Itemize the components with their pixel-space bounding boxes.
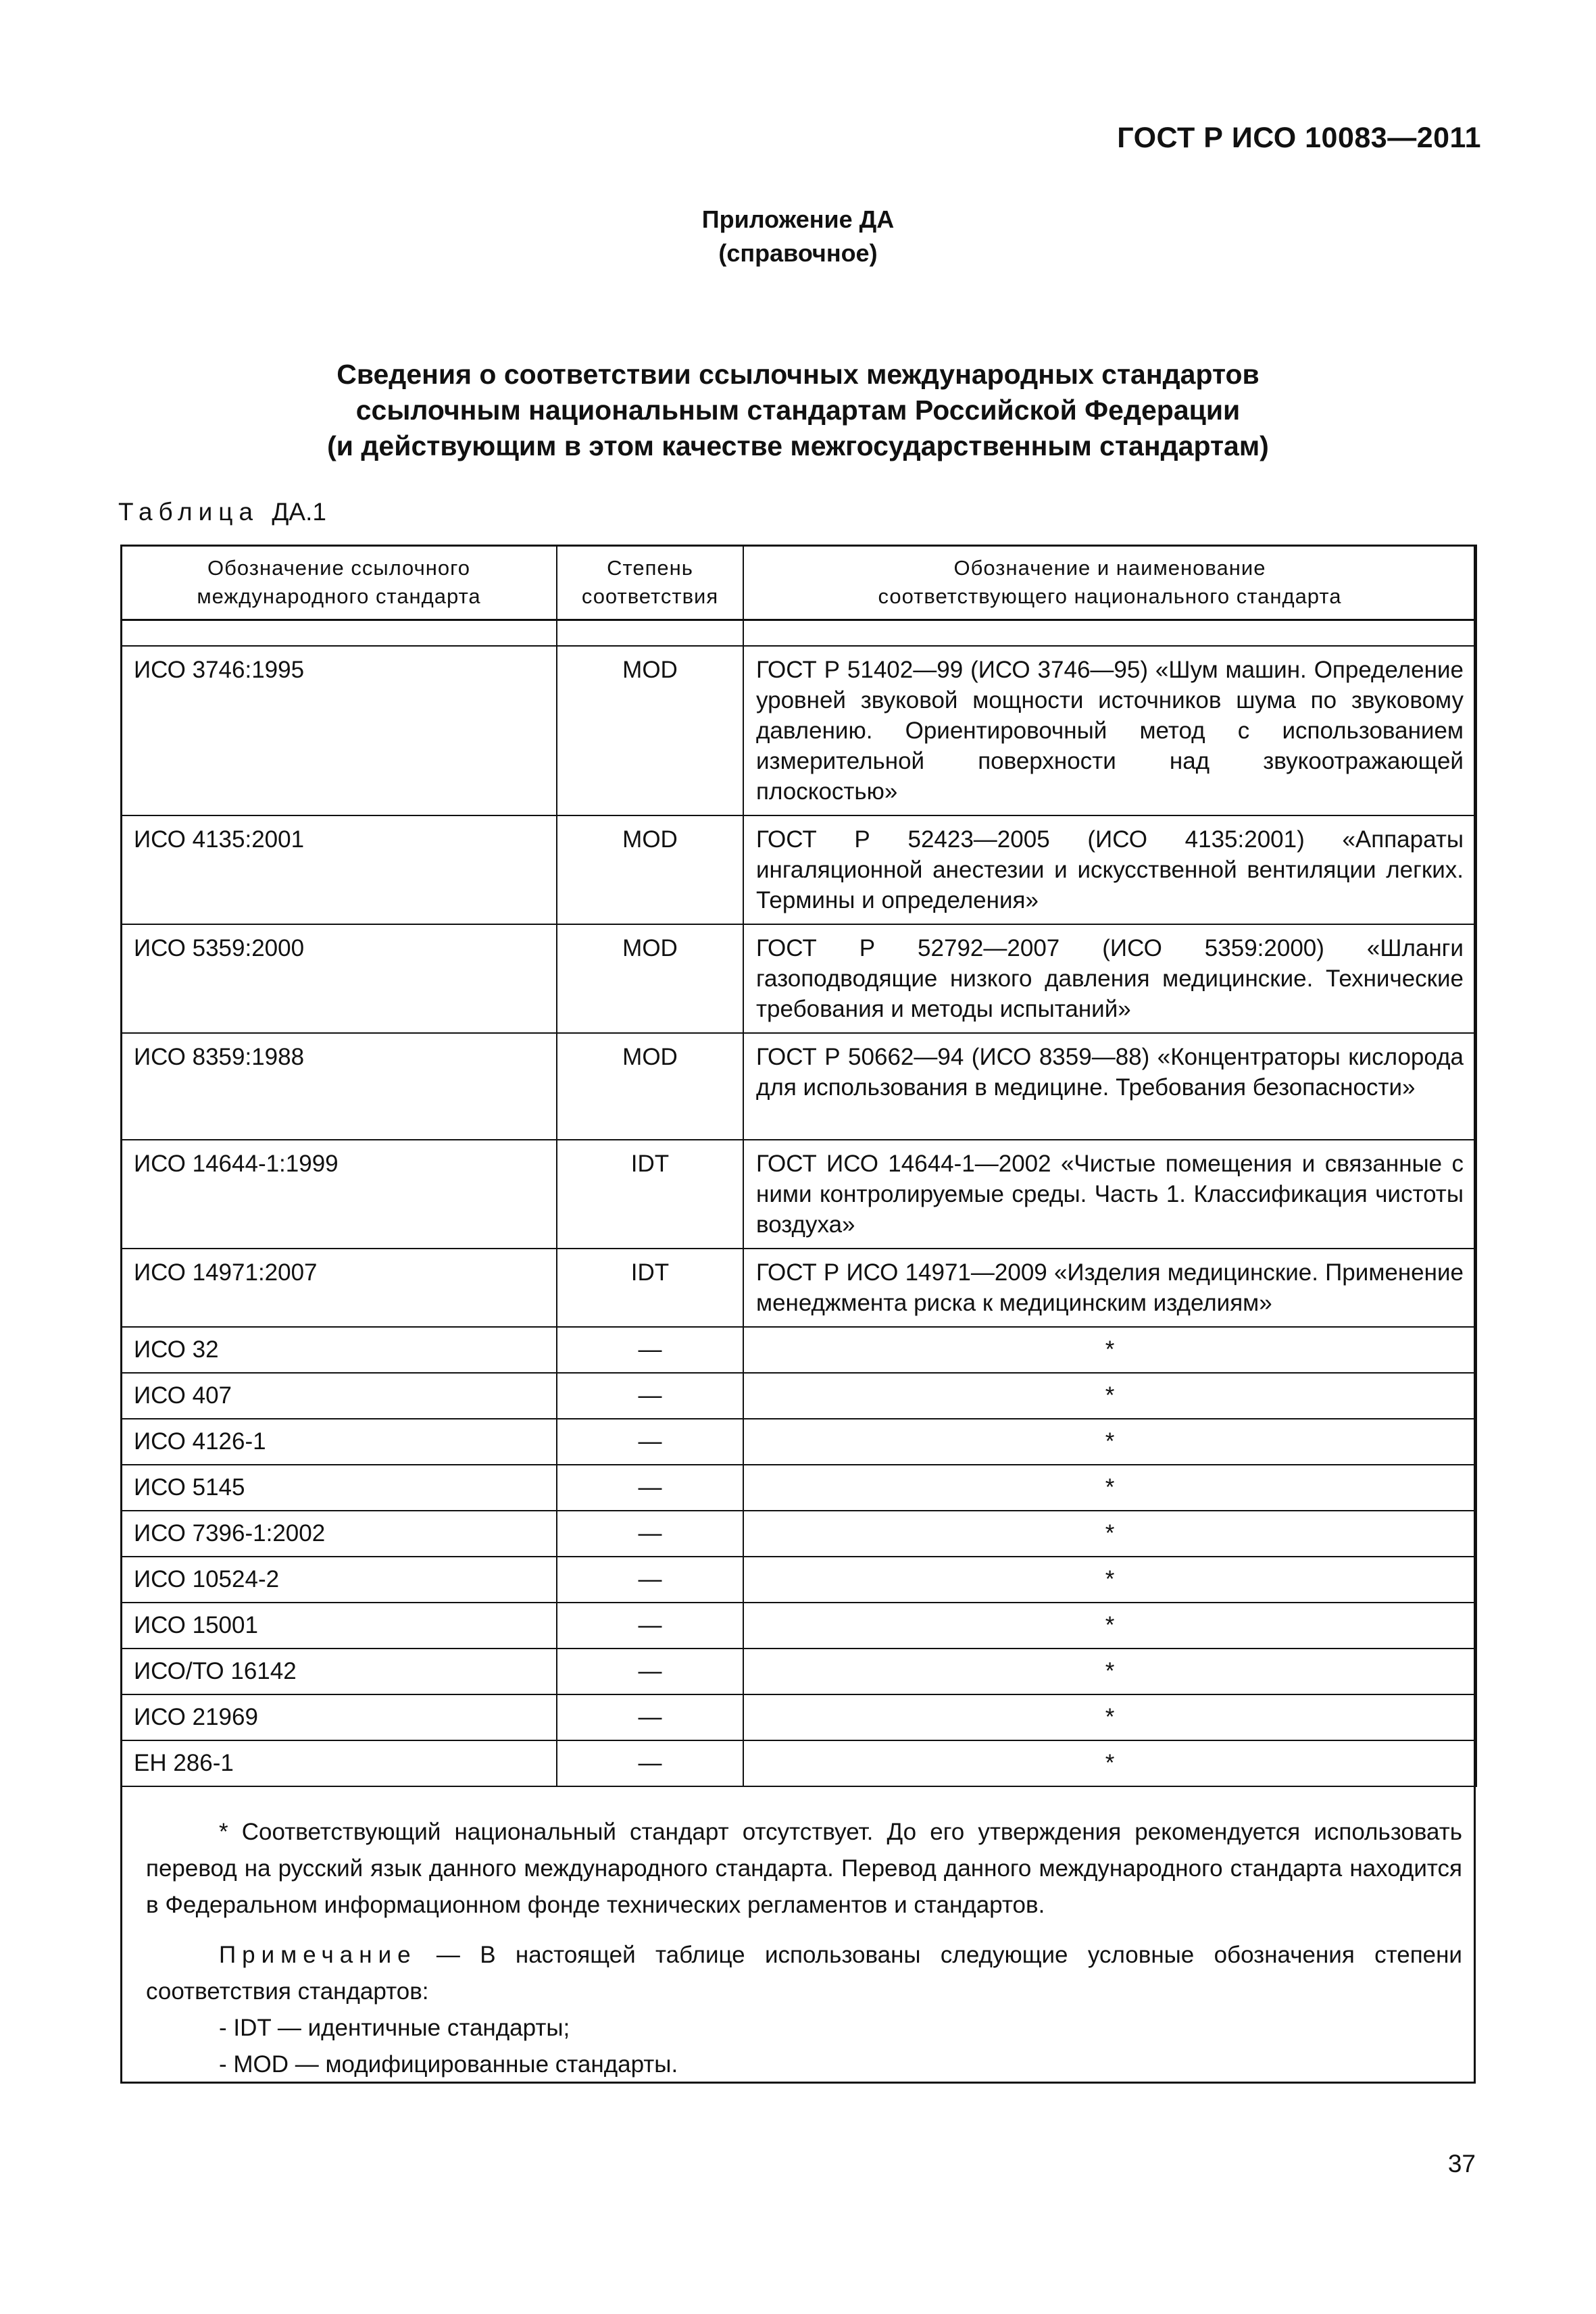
degree-cell: —	[557, 1603, 743, 1649]
table-row	[121, 1740, 1476, 1786]
ref-standard-cell: ИСО 5359:2000	[121, 924, 557, 1033]
national-standard-cell: *	[743, 1649, 1476, 1694]
degree-cell: —	[557, 1649, 743, 1694]
ref-standard-cell: ИСО 32	[121, 1327, 557, 1373]
degree-cell: —	[557, 1694, 743, 1740]
ref-standard-cell: ИСО 407	[121, 1373, 557, 1419]
ref-standard-cell: ИСО 4126-1	[121, 1419, 557, 1465]
table-label-number: ДА.1	[272, 498, 326, 526]
degree-cell: —	[557, 1557, 743, 1603]
table-row	[121, 1465, 1476, 1511]
ref-standard-cell: ИСО 15001	[121, 1603, 557, 1649]
table-label	[118, 498, 326, 526]
note-paragraph	[146, 1937, 1462, 2010]
national-standard-cell: *	[743, 1419, 1476, 1465]
ref-standard-cell: ИСО 7396-1:2002	[121, 1511, 557, 1557]
document-code: ГОСТ Р ИСО 10083—2011	[1117, 122, 1481, 154]
table-row	[121, 1557, 1476, 1603]
national-standard-cell: *	[743, 1465, 1476, 1511]
ref-standard-cell: ЕН 286-1	[121, 1740, 557, 1786]
national-standard-cell: ГОСТ Р 52792—2007 (ИСО 5359:2000) «Шланги газоподводящие низкого давления медицинские. Технические требования и методы испытаний»	[743, 924, 1476, 1033]
degree-cell: —	[557, 1419, 743, 1465]
national-standard-cell: ГОСТ Р ИСО 14971—2009 «Изделия медицинские. Применение менеджмента риска к медицинским изделиям»	[743, 1249, 1476, 1327]
ref-standard-cell: ИСО 8359:1988	[121, 1033, 557, 1140]
national-standard-cell: ГОСТ Р 51402—99 (ИСО 3746—95) «Шум машин. Определение уровней звуковой мощности источников шума по звуковому давлению. Ориентировочный метод с использованием измерительной поверхности над звукоотражающей плоскостью»	[743, 646, 1476, 815]
note-text: — В настоящей таблице использованы следующие условные обозначения степени соответствия стандартов:	[146, 1942, 1462, 2005]
table-row	[121, 1033, 1476, 1140]
table-row	[121, 1419, 1476, 1465]
national-standard-cell: ГОСТ Р 50662—94 (ИСО 8359—88) «Концентраторы кислорода для использования в медицине. Требования безопасности»	[743, 1033, 1476, 1140]
national-standard-cell: *	[743, 1327, 1476, 1373]
note-label: Примечание	[219, 1942, 417, 1968]
table-row	[121, 1140, 1476, 1249]
header-gap	[121, 620, 1476, 646]
national-standard-cell: *	[743, 1740, 1476, 1786]
standards-table	[120, 545, 1477, 1787]
degree-cell: MOD	[557, 924, 743, 1033]
ref-standard-cell: ИСО 21969	[121, 1694, 557, 1740]
national-standard-cell: ГОСТ ИСО 14644-1—2002 «Чистые помещения и связанные с ними контролируемые среды. Часть 1. Классификация чистоты воздуха»	[743, 1140, 1476, 1249]
ref-standard-cell: ИСО 14644-1:1999	[121, 1140, 557, 1249]
annex-subtitle: (справочное)	[718, 239, 878, 267]
degree-cell: MOD	[557, 1033, 743, 1140]
degree-cell: —	[557, 1511, 743, 1557]
ref-standard-cell: ИСО 5145	[121, 1465, 557, 1511]
national-standard-cell: *	[743, 1603, 1476, 1649]
national-standard-cell: *	[743, 1511, 1476, 1557]
annex-title: Приложение ДА	[701, 205, 895, 233]
heading-line: (и действующим в этом качестве межгосударственным стандартам)	[327, 430, 1269, 461]
page-number: 37	[1447, 2150, 1476, 2178]
table-row	[121, 1373, 1476, 1419]
header-ref-standard: Обозначение ссылочного международного стандарта	[121, 545, 557, 620]
national-standard-cell: *	[743, 1694, 1476, 1740]
degree-cell: —	[557, 1373, 743, 1419]
degree-cell: —	[557, 1740, 743, 1786]
degree-cell: IDT	[557, 1249, 743, 1327]
national-standard-cell: ГОСТ Р 52423—2005 (ИСО 4135:2001) «Аппараты ингаляционной анестезии и искусственной вентиляции легких. Термины и определения»	[743, 815, 1476, 924]
heading-line: ссылочным национальным стандартам Российской Федерации	[355, 395, 1241, 426]
header-degree: Степень соответствия	[557, 545, 743, 620]
table-row	[121, 646, 1476, 815]
table-row	[121, 1603, 1476, 1649]
degree-cell: IDT	[557, 1140, 743, 1249]
note-list-item: - MOD — модифицированные стандарты.	[219, 2051, 678, 2078]
note-list-item: - IDT — идентичные стандарты;	[219, 2015, 570, 2041]
table-row	[121, 1249, 1476, 1327]
ref-standard-cell: ИСО/ТО 16142	[121, 1649, 557, 1694]
annex-heading	[0, 203, 1596, 270]
degree-cell: —	[557, 1327, 743, 1373]
degree-cell: MOD	[557, 815, 743, 924]
table-label-prefix: Таблица	[118, 498, 259, 526]
table-row	[121, 1511, 1476, 1557]
degree-cell: —	[557, 1465, 743, 1511]
table-row	[121, 1649, 1476, 1694]
footnote: * Соответствующий национальный стандарт отсутствует. До его утверждения рекомендуется использовать перевод на русский язык данного международного стандарта. Перевод данного международного стандарта находится в Федеральном информационном фонде технических регламентов и стандартов.	[146, 1819, 1462, 1918]
table-row	[121, 1694, 1476, 1740]
national-standard-cell: *	[743, 1557, 1476, 1603]
table-row	[121, 1327, 1476, 1373]
ref-standard-cell: ИСО 4135:2001	[121, 815, 557, 924]
table-row	[121, 815, 1476, 924]
degree-cell: MOD	[557, 646, 743, 815]
section-heading	[0, 357, 1596, 464]
ref-standard-cell: ИСО 14971:2007	[121, 1249, 557, 1327]
table-notes	[146, 1814, 1462, 2083]
heading-line: Сведения о соответствии ссылочных международных стандартов	[336, 359, 1260, 390]
ref-standard-cell: ИСО 3746:1995	[121, 646, 557, 815]
table-header-row	[121, 545, 1476, 620]
ref-standard-cell: ИСО 10524-2	[121, 1557, 557, 1603]
table-row	[121, 924, 1476, 1033]
header-national-standard: Обозначение и наименование соответствующего национального стандарта	[743, 545, 1476, 620]
national-standard-cell: *	[743, 1373, 1476, 1419]
